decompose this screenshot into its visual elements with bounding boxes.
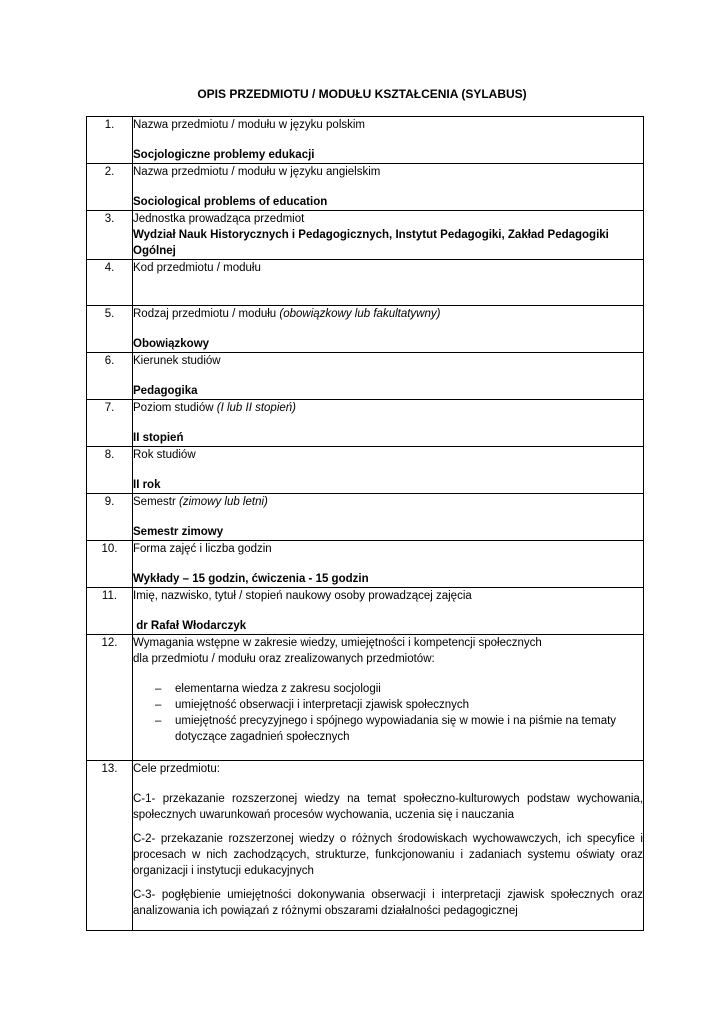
- table-row: [87, 164, 644, 211]
- row-label-line: [133, 306, 643, 322]
- row-label: Rodzaj przedmiotu / modułu: [133, 308, 277, 320]
- row-number: 1.: [87, 117, 133, 164]
- row-number: 10.: [87, 541, 133, 588]
- row-value: II stopień: [133, 432, 184, 444]
- row-value: II rok: [133, 479, 161, 491]
- row-value: dr Rafał Włodarczyk: [133, 620, 247, 632]
- row-number: 5.: [87, 306, 133, 353]
- list-item: – umiejętność precyzyjnego i spójnego wypowiadania się w mowie i na piśmie na tematy dotyczące zagadnień społecznych: [155, 713, 643, 745]
- row-content: [133, 260, 644, 306]
- document-title: OPIS PRZEDMIOTU / MODUŁU KSZTAŁCENIA (SYLABUS): [197, 87, 527, 101]
- goal-item: C-2- przekazanie rozszerzonej wiedzy o różnych środowiskach wychowawczych, ich specyfice i procesach w nich zachodzących, strukturze, funkcjonowaniu i zadaniach systemu oświaty oraz organizacji i instytucji edukacyjnych: [133, 833, 643, 877]
- row-label-note: (zimowy lub letni): [179, 496, 268, 508]
- table-row: [87, 635, 644, 761]
- row-label: Jednostka prowadząca przedmiot: [133, 213, 305, 225]
- row-content: [133, 306, 644, 353]
- row-content: [133, 761, 644, 931]
- row-content: [133, 353, 644, 400]
- table-row: [87, 588, 644, 635]
- table-row: [87, 211, 644, 260]
- row-content: [133, 117, 644, 164]
- row-label: Semestr: [133, 496, 176, 508]
- row-value: Wydział Nauk Historycznych i Pedagogicznych, Instytut Pedagogiki, Zakład Pedagogiki Ogólnej: [133, 229, 609, 257]
- row-number: 9.: [87, 494, 133, 541]
- requirements-list: [133, 681, 643, 745]
- row-label: Poziom studiów: [133, 402, 214, 414]
- table-row: [87, 260, 644, 306]
- row-content: [133, 211, 644, 260]
- row-number: 6.: [87, 353, 133, 400]
- table-row: [87, 353, 644, 400]
- row-value: Pedagogika: [133, 385, 198, 397]
- row-content: [133, 494, 644, 541]
- row-content: [133, 164, 644, 211]
- row-label-line: [133, 494, 643, 510]
- row-value: Socjologiczne problemy edukacji: [133, 149, 315, 161]
- row-number: 2.: [87, 164, 133, 211]
- row-label-note: (obowiązkowy lub fakultatywny): [279, 308, 441, 320]
- row-value: Wykłady – 15 godzin, ćwiczenia - 15 godzin: [133, 573, 369, 585]
- row-value: Semestr zimowy: [133, 526, 224, 538]
- row-content: [133, 588, 644, 635]
- row-content: [133, 635, 644, 761]
- row-label: Kierunek studiów: [133, 355, 221, 367]
- row-content: [133, 400, 644, 447]
- requirements-line-1: Wymagania wstępne w zakresie wiedzy, umiejętności i kompetencji społecznych: [133, 637, 542, 649]
- table-row: [87, 306, 644, 353]
- list-item: – umiejętność obserwacji i interpretacji zjawisk społecznych: [155, 697, 643, 713]
- row-number: 7.: [87, 400, 133, 447]
- row-number: 8.: [87, 447, 133, 494]
- row-number: 4.: [87, 260, 133, 306]
- table-row: [87, 494, 644, 541]
- syllabus-table: [86, 116, 644, 931]
- table-row: [87, 117, 644, 164]
- goal-item: C-1- przekazanie rozszerzonej wiedzy na temat społeczno-kulturowych podstaw wychowania, społecznych uwarunkowań procesów wychowania, uczenia się i nauczania: [133, 793, 643, 821]
- row-content: [133, 447, 644, 494]
- row-label: Nazwa przedmiotu / modułu w języku angielskim: [133, 166, 381, 178]
- goals-heading: Cele przedmiotu:: [133, 763, 220, 775]
- row-label: Imię, nazwisko, tytuł / stopień naukowy osoby prowadzącej zajęcia: [133, 590, 472, 602]
- row-label: Nazwa przedmiotu / modułu w języku polskim: [133, 119, 366, 131]
- row-number: 11.: [87, 588, 133, 635]
- row-label: Forma zajęć i liczba godzin: [133, 543, 272, 555]
- row-label: Kod przedmiotu / modułu: [133, 262, 261, 274]
- row-label-note: (I lub II stopień): [216, 402, 297, 414]
- row-number: 12.: [87, 635, 133, 761]
- table-row: [87, 447, 644, 494]
- table-row: [87, 761, 644, 931]
- list-item: – elementarna wiedza z zakresu socjologii: [155, 681, 643, 697]
- row-label-line: [133, 400, 643, 416]
- table-row: [87, 400, 644, 447]
- row-number: 3.: [87, 211, 133, 260]
- row-value: Obowiązkowy: [133, 338, 210, 350]
- row-value: Sociological problems of education: [133, 196, 328, 208]
- requirements-line-2: dla przedmiotu / modułu oraz zrealizowanych przedmiotów:: [133, 653, 435, 665]
- table-row: [87, 541, 644, 588]
- row-content: [133, 541, 644, 588]
- goal-item: C-3- pogłębienie umiejętności dokonywania obserwacji i interpretacji zjawisk społecznych oraz analizowania ich powiązań z różnymi obszarami działalności pedagogicznej: [133, 889, 643, 917]
- row-number: 13.: [87, 761, 133, 931]
- row-label: Rok studiów: [133, 449, 196, 461]
